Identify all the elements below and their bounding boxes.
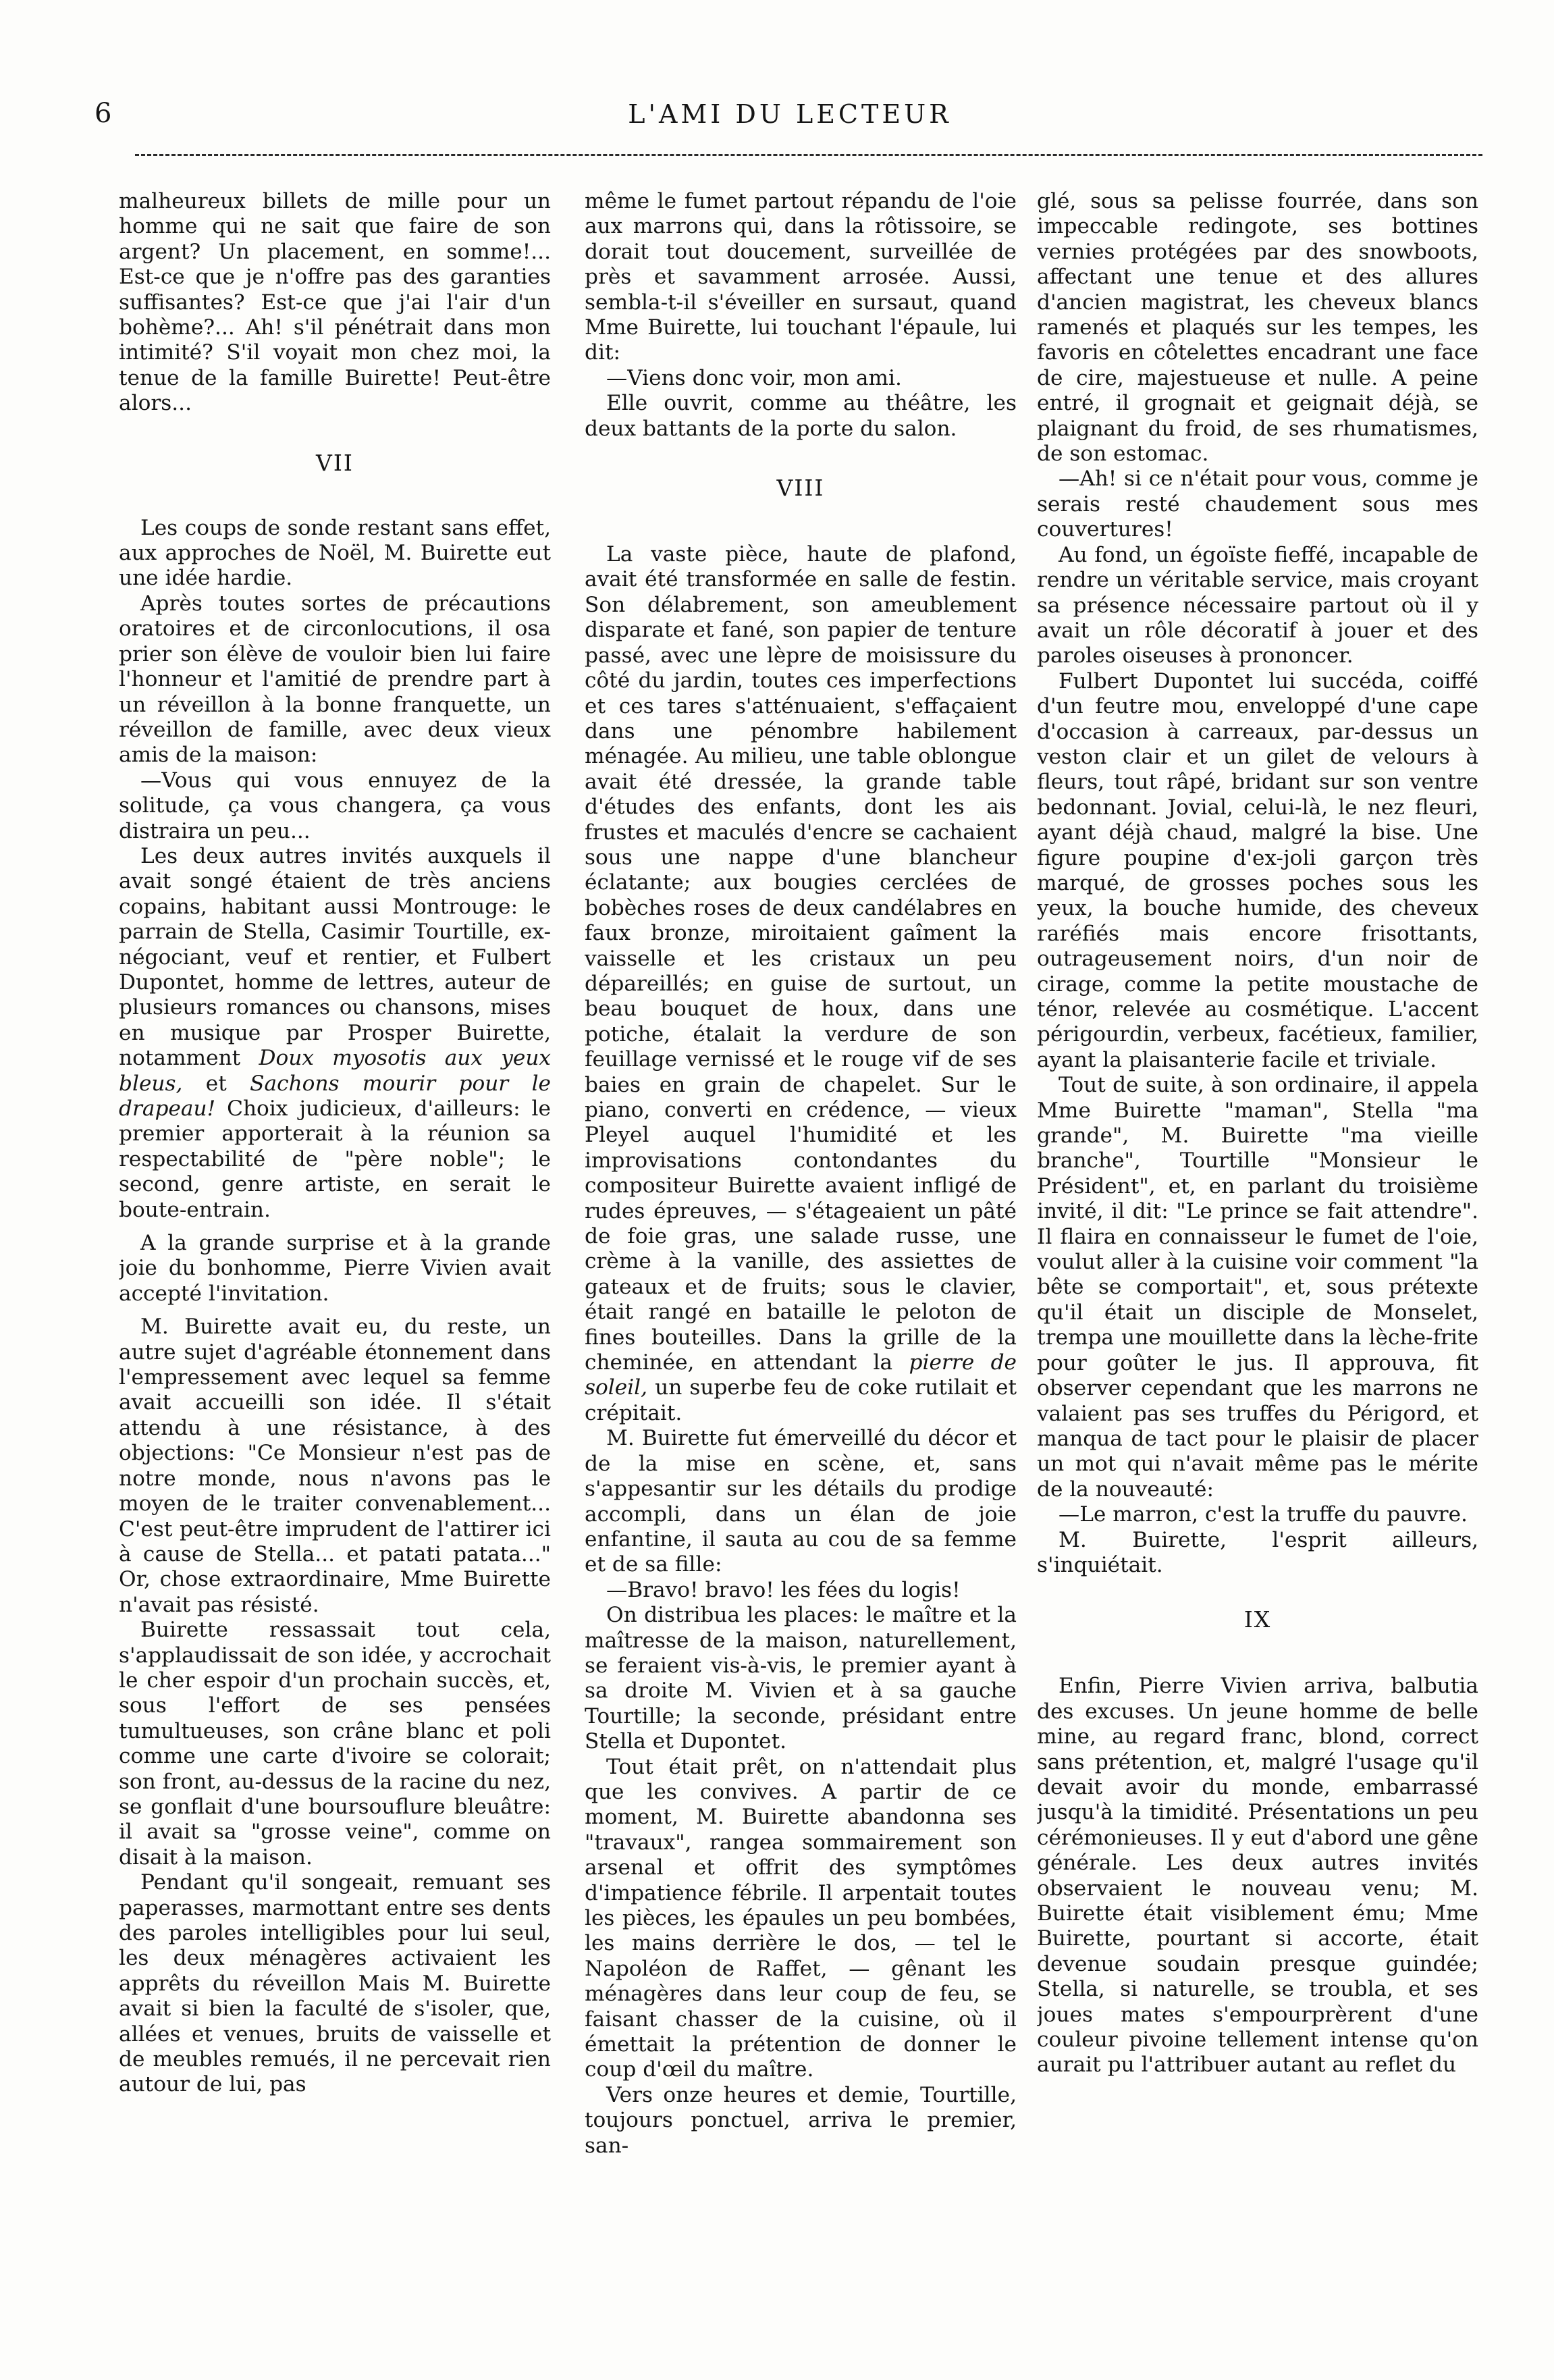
paragraph: —Bravo! bravo! les fées du logis! (606, 1577, 961, 1602)
paragraph: M. Buirette fut émerveillé du décor et de la mise en scène, et, sans s'appesantir sur les détails du prodige accompli, dans un élan de joie enfantine, il sauta au cou de sa femme et de sa fille: (585, 1426, 1017, 1577)
paragraph (585, 542, 1017, 1426)
header-divider (135, 154, 1482, 156)
paragraph: malheureux billets de mille pour un homme qui ne sait que faire de son argent? Un placement, en somme!... Est-ce que je n'offre pas des garanties suffisantes? Est-ce que j'ai l'air d'un bohème?... Ah! s'il pénétrait dans mon intimité? S'il voyait mon chez moi, la tenue de la famille Buirette! Peut-être alors... (119, 189, 551, 416)
italic-phrase: pierre de soleil, (585, 1350, 1017, 1400)
text-run: Les deux autres invités auxquels il avait songé étaient de très anciens copains, habitant aussi Montrouge: le parrain de Stella, Casimir Tourtille, ex-négociant, veuf et rentier, et Fulbert Dupontet, homme de lettres, auteur de plusieurs romances ou chansons, mises en musique par Prosper Buirette, notamment (119, 843, 551, 1071)
column-left (119, 189, 551, 2350)
paragraph: On distribua les places: le maître et la maîtresse de la maison, naturellement, se feraient vis-à-vis, le premier ayant à sa droite M. Vivien et à sa gauche Tourtille; la seconde, présidant entre Stella et Dupontet. (585, 1603, 1017, 1754)
paragraph: Après toutes sortes de précautions oratoires et de circonlocutions, il osa prier son élève de vouloir bien lui faire l'honneur et l'amitié de prendre part à un réveillon à la bonne franquette, un réveillon de famille, avec deux vieux amis de la maison: (119, 591, 551, 768)
paragraph: M. Buirette avait eu, du reste, un autre sujet d'agréable étonnement dans l'empressement avec lequel sa femme avait accueilli son idée. Il s'était attendu à une résistance, à des objections: "Ce Monsieur n'est pas de notre monde, nous n'avons pas le moyen de le traiter convenablement... C'est peut-être imprudent de l'attirer ici à cause de Stella... et patati patata..." Or, chose extraordinaire, Mme Buirette n'avait pas résisté. (119, 1315, 551, 1617)
paragraph: —Le marron, c'est la truffe du pauvre. (1059, 1502, 1468, 1527)
chapter-heading-vii: VII (316, 449, 354, 476)
page-header (95, 95, 1485, 155)
paragraph: Enfin, Pierre Vivien arriva, balbutia des excuses. Un jeune homme de belle mine, au regard franc, blond, correct sans prétention, et, malgré l'usage qu'il devait avoir du monde, embarrassé jusqu'à la timidité. Présentations un peu cérémonieuses. Il y eut d'abord une gêne générale. Les deux autres invités observaient le nouveau venu; M. Buirette était visiblement ému; Mme Buirette, pourtant si accorte, était devenue soudain presque guindée; Stella, si naturelle, se troubla, et ses joues mates s'empourprèrent d'une couleur pivoine tellement intense qu'on aurait pu l'attribuer autant au reflet du (1037, 1674, 1478, 2078)
spacer (119, 1223, 551, 1231)
paragraph: Tout était prêt, on n'attendait plus que les convives. A partir de ce moment, M. Buirette abandonna ses "travaux", rangea sommairement son arsenal et offrit des symptômes d'impatience fébrile. Il arpentait toutes les pièces, les épaules un peu bombées, les mains derrière le dos, — tel le Napoléon de Raffet, — gênant les ménagères dans leur coup de feu, se faisant chasser de la cuisine, où il émettait la prétention de donner le coup d'œil du maître. (585, 1754, 1017, 2082)
column-middle (585, 189, 1017, 2350)
paragraph: Fulbert Dupontet lui succéda, coiffé d'un feutre mou, enveloppé d'une cape d'occasion à carreaux, par-dessus un veston clair et un gilet de velours à fleurs, tout râpé, bridant sur son ventre bedonnant. Jovial, celui-là, le nez fleuri, ayant déjà chaud, malgré la bise. Une figure poupine d'ex-joli garçon très marqué, de grosses poches sous les yeux, la bouche humide, des cheveux raréfiés mais encore frisottants, outrageusement noirs, d'un noir de cirage, comme la petite moustache de ténor, relevée au cosmétique. L'accent périgourdin, verbeux, facétieux, familier, ayant la plaisanterie facile et triviale. (1037, 668, 1478, 1072)
song-title: Sachons mourir pour le drapeau! (119, 1071, 551, 1121)
paragraph: glé, sous sa pelisse fourrée, dans son impeccable redingote, ses bottines vernies protégées par des snowboots, affectant une tenue et des allures d'ancien magistrat, les cheveux blancs ramenés et plaqués sur les tempes, les favoris en côtelettes encadrant une face de cire, majestueuse et nulle. A peine entré, il grognait et geignait déjà, se plaignant du froid, de ses rhumatismes, de son estomac. (1037, 189, 1478, 467)
paragraph: Elle ouvrit, comme au théâtre, les deux battants de la porte du salon. (585, 391, 1017, 441)
chapter-heading-ix: IX (1243, 1606, 1272, 1633)
song-title: Doux myosotis aux yeux bleus, (119, 1046, 551, 1096)
paragraph: Buirette ressassait tout cela, s'applaudissait de son idée, y accrochait le cher espoir d'un prochain succès, et, sous l'effort de ses pensées tumultueuses, son crâne blanc et poli comme une carte d'ivoire se colorait; son front, au-dessus de la racine du nez, se gonflait d'une boursouflure bleuâtre: il avait sa "grosse veine", comme on disait à la maison. (119, 1618, 551, 1870)
spacer (119, 1306, 551, 1315)
running-title: L'AMI DU LECTEUR (628, 99, 952, 129)
paragraph: —Vous qui vous ennuyez de la solitude, ça vous changera, ça vous distraira un peu... (119, 768, 551, 843)
text-run: et (205, 1071, 227, 1096)
paragraph: —Viens donc voir, mon ami. (606, 365, 902, 390)
paragraph: Au fond, un égoïste fieffé, incapable de rendre un véritable service, mais croyant sa présence nécessaire partout où il y avait un rôle décoratif à jouer et des paroles oiseuses à prononcer. (1037, 542, 1478, 668)
paragraph: M. Buirette, l'esprit ailleurs, s'inquiétait. (1037, 1527, 1478, 1577)
page-number: 6 (95, 98, 112, 129)
column-right (1037, 189, 1478, 2350)
text-run: Choix judicieux, d'ailleurs: le premier apporterait à la réunion sa respectabilité de "père noble"; le second, genre artiste, en serait le boute-entrain. (119, 1096, 551, 1222)
chapter-heading-viii: VIII (776, 475, 825, 502)
paragraph: A la grande surprise et à la grande joie du bonhomme, Pierre Vivien avait accepté l'invitation. (119, 1231, 551, 1306)
paragraph (119, 844, 551, 1223)
paragraph: même le fumet partout répandu de l'oie aux marrons qui, dans la rôtissoire, se dorait tout doucement, surveillée de près et savamment arrosée. Aussi, sembla-t-il s'éveiller en sursaut, quand Mme Buirette, lui touchant l'épaule, lui dit: (585, 189, 1017, 365)
paragraph: Les coups de sonde restant sans effet, aux approches de Noël, M. Buirette eut une idée hardie. (119, 515, 551, 591)
text-run: un superbe feu de coke rutilait et crépitait. (585, 1375, 1017, 1425)
paragraph: Vers onze heures et demie, Tourtille, toujours ponctuel, arriva le premier, san- (585, 2082, 1017, 2158)
paragraph: Tout de suite, à son ordinaire, il appela Mme Buirette "maman", Stella "ma grande", M. Buirette "ma vieille branche", Tourtille "Monsieur le Président", et, en parlant du troisième invité, il dit: "Le prince se fait attendre". Il flaira en connaisseur le fumet de l'oie, voulut aller à la cuisine voir comment "la bête se comportait", et, sous prétexte qu'il était un disciple de Monselet, trempa une mouillette dans la lèche-frite pour goûter le jus. Il approuva, fit observer cependant que les marrons ne valaient pas ses truffes du Périgord, et manqua de tact pour le plaisir de placer un mot qui n'avait même pas le mérite de la nouveauté: (1037, 1073, 1478, 1502)
text-run: La vaste pièce, haute de plafond, avait été transformée en salle de festin. Son délabrement, son ameublement disparate et fané, son papier de tenture passé, avec une lèpre de moisissure du côté du jardin, toutes ces imperfections et ces tares s'atténuaient, s'effaçaient dans une pénombre habilement ménagée. Au milieu, une table oblongue avait été dressée, la grande table d'études des enfants, dont les ais frustes et maculés d'encre se cachaient sous une nappe d'une blancheur éclatante; aux bougies cerclées de bobèches roses de deux candélabres en faux bronze, miroitaient gaîment la vaisselle et les cristaux un peu dépareillés; en guise de surtout, un beau bouquet de houx, dans une potiche, étalait la verdure de son feuillage vernissé et le rouge vif de ses baies en grain de chapelet. Sur le piano, converti en crédence, — vieux Pleyel auquel l'humidité et les improvisations contondantes du compositeur Buirette avaient infligé de rudes épreuves, — s'étageaient un pâté de foie gras, une salade russe, une crème à la vanille, des assiettes de gateaux et de fruits; sous le clavier, était rangé en bataille le peloton de fines bouteilles. Dans la grille de la cheminée, en attendant la (585, 542, 1017, 1375)
paragraph: —Ah! si ce n'était pour vous, comme je serais resté chaudement sous mes couvertures! (1037, 467, 1478, 542)
paragraph: Pendant qu'il songeait, remuant ses paperasses, marmottant entre ses dents des paroles intelligibles pour lui seul, les deux ménagères activaient les apprêts du réveillon Mais M. Buirette avait si bien la faculté de s'isoler, que, allées et venues, bruits de vaisselle et de meubles remués, il ne percevait rien autour de lui, pas (119, 1870, 551, 2097)
